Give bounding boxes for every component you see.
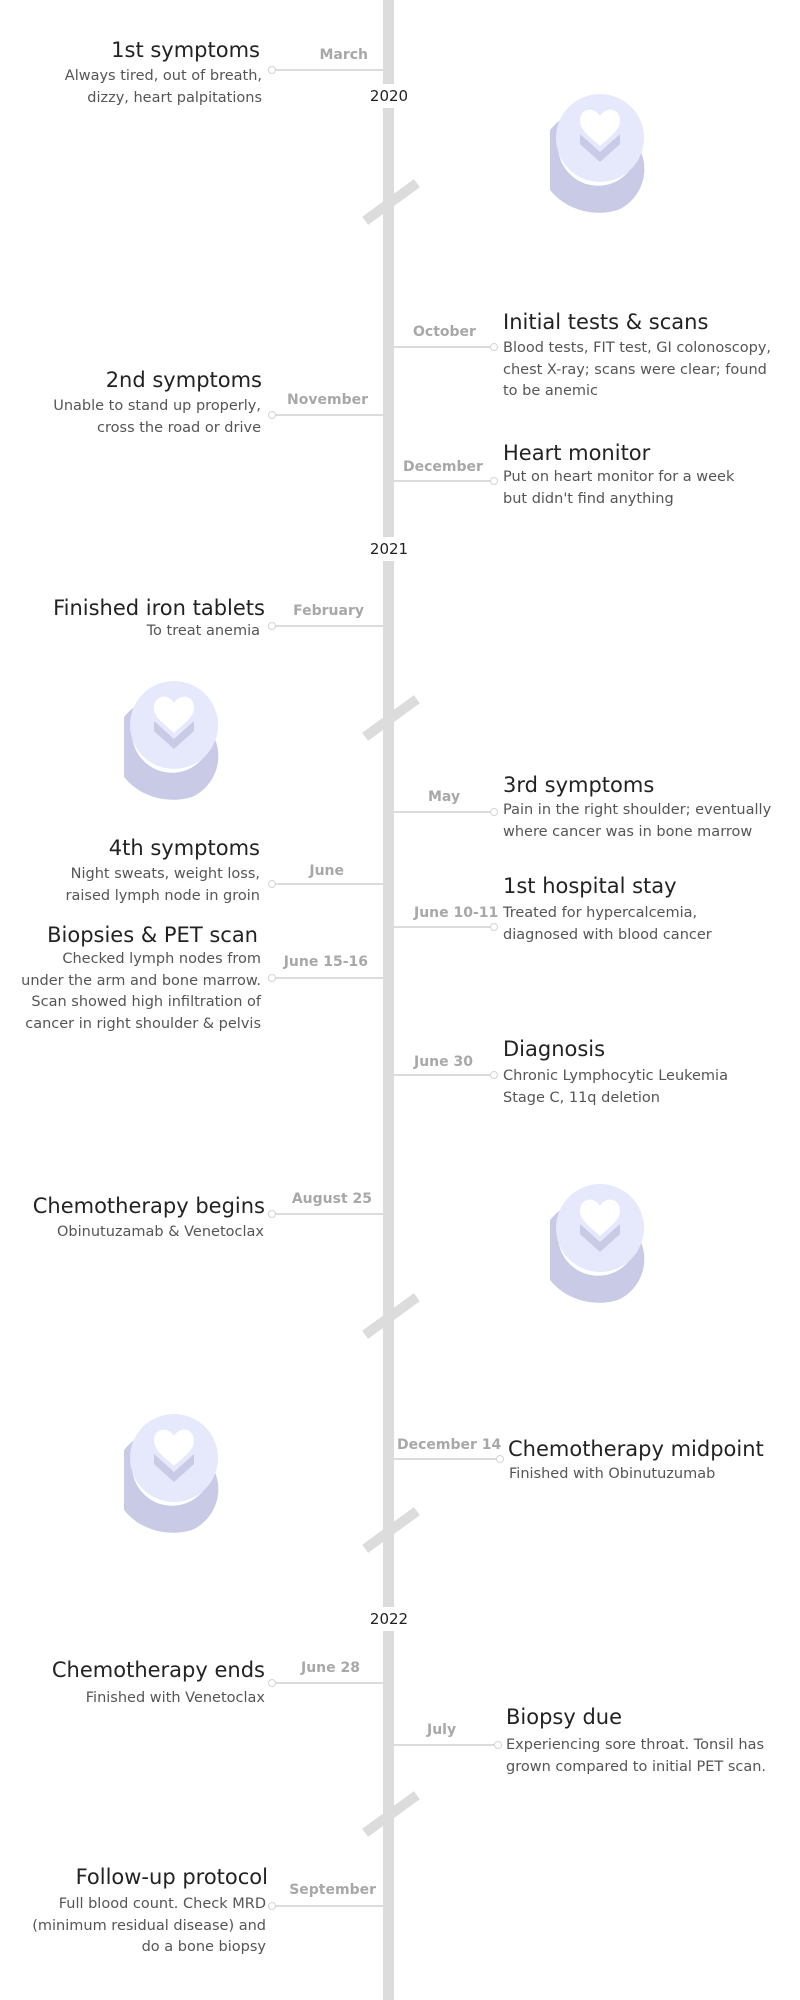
event-description: Experiencing sore throat. Tonsil has grown compared to initial PET scan. bbox=[506, 1737, 767, 1775]
event-title: 1st symptoms bbox=[111, 38, 260, 62]
event-description: Treated for hypercalcemia, diagnosed with blood cancer bbox=[503, 905, 712, 943]
timeline-spine bbox=[383, 0, 394, 2000]
event-date: February bbox=[293, 603, 364, 619]
heart-chat-icon bbox=[550, 1178, 650, 1308]
event-description: Full blood count. Check MRD (minimum residual disease) and do a bone biopsy bbox=[32, 1896, 266, 1955]
event-dot bbox=[268, 880, 276, 888]
event-date: March bbox=[319, 47, 368, 63]
event-date: June 15-16 bbox=[283, 954, 368, 970]
event-date: December bbox=[403, 459, 483, 475]
event-dot bbox=[490, 1071, 498, 1079]
event-dot bbox=[496, 1455, 504, 1463]
heart-chat-icon bbox=[124, 1408, 224, 1538]
event-dot bbox=[268, 66, 276, 74]
event-dot bbox=[268, 411, 276, 419]
event-date: October bbox=[413, 324, 476, 340]
event-dot bbox=[490, 808, 498, 816]
event-date: June 28 bbox=[301, 1660, 360, 1676]
heart-chat-icon bbox=[550, 88, 650, 218]
event-title: Chemotherapy begins bbox=[32, 1194, 265, 1218]
event-dot bbox=[268, 622, 276, 630]
event-description: Chronic Lymphocytic Leukemia Stage C, 11q deletion bbox=[503, 1068, 728, 1106]
event-dot bbox=[490, 343, 498, 351]
event-title: Heart monitor bbox=[503, 441, 651, 465]
event-dot bbox=[490, 923, 498, 931]
event-date: May bbox=[428, 789, 461, 805]
event-dot bbox=[268, 1679, 276, 1687]
event-title: 2nd symptoms bbox=[105, 368, 262, 392]
year-label: 2022 bbox=[360, 1607, 418, 1631]
event-date: September bbox=[289, 1882, 376, 1898]
event-title: Chemotherapy midpoint bbox=[508, 1437, 764, 1461]
event-date: July bbox=[427, 1722, 457, 1738]
event-description: Obinutuzamab & Venetoclax bbox=[57, 1224, 264, 1240]
event-date: December 14 bbox=[397, 1437, 502, 1453]
event-date: June 30 bbox=[414, 1054, 473, 1070]
event-title: Diagnosis bbox=[503, 1037, 606, 1061]
event-title: Chemotherapy ends bbox=[51, 1658, 265, 1682]
event-dot bbox=[268, 1902, 276, 1910]
event-title: 4th symptoms bbox=[108, 836, 260, 860]
event-title: Biopsies & PET scan bbox=[47, 923, 258, 947]
event-title: Biopsy due bbox=[506, 1705, 623, 1729]
year-label: 2020 bbox=[360, 84, 418, 108]
event-description: Pain in the right shoulder; eventually where cancer was in bone marrow bbox=[503, 802, 772, 840]
event-description: Blood tests, FIT test, GI colonoscopy, chest X-ray; scans were clear; found to be anemic bbox=[503, 340, 772, 399]
event-description: Unable to stand up properly, cross the road or drive bbox=[53, 398, 261, 436]
event-description: Checked lymph nodes from under the arm and bone marrow. Scan showed high infiltration of cancer in right shoulder & pelvis bbox=[21, 951, 261, 1032]
event-description: Finished with Venetoclax bbox=[85, 1690, 265, 1706]
event-dot bbox=[490, 477, 498, 485]
event-title: Finished iron tablets bbox=[53, 596, 265, 620]
event-description: Put on heart monitor for a week but didn't find anything bbox=[503, 469, 735, 507]
event-description: Night sweats, weight loss, raised lymph node in groin bbox=[65, 866, 260, 904]
event-dot bbox=[494, 1741, 502, 1749]
event-description: To treat anemia bbox=[146, 623, 260, 639]
event-title: 3rd symptoms bbox=[503, 773, 655, 797]
year-label: 2021 bbox=[360, 537, 418, 561]
event-description: Finished with Obinutuzumab bbox=[509, 1466, 716, 1482]
event-title: Initial tests & scans bbox=[503, 310, 709, 334]
event-dot bbox=[268, 1210, 276, 1218]
event-date: June 10-11 bbox=[414, 905, 499, 921]
event-dot bbox=[268, 974, 276, 982]
event-date: August 25 bbox=[291, 1191, 372, 1207]
heart-chat-icon bbox=[124, 675, 224, 805]
event-date: November bbox=[287, 392, 368, 408]
event-title: Follow-up protocol bbox=[75, 1865, 268, 1889]
event-date: June bbox=[309, 863, 344, 879]
event-description: Always tired, out of breath, dizzy, heart palpitations bbox=[64, 68, 262, 106]
event-title: 1st hospital stay bbox=[503, 874, 677, 898]
